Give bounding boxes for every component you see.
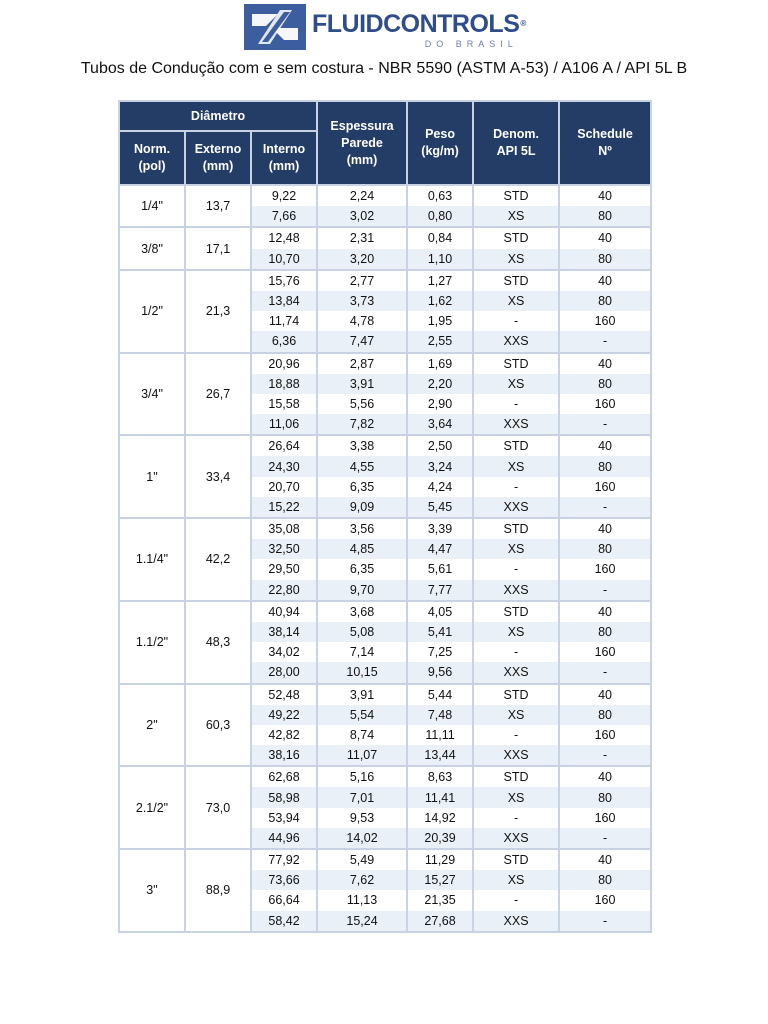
schedule-cell: - [559, 497, 651, 518]
denom-cell: XXS [473, 580, 559, 601]
schedule-cell: 80 [559, 456, 651, 476]
denom-cell: XS [473, 249, 559, 270]
schedule-cell: - [559, 414, 651, 435]
espessura-cell: 3,91 [317, 684, 407, 705]
espessura-cell: 5,54 [317, 705, 407, 725]
espessura-cell: 9,53 [317, 808, 407, 828]
page-title: Tubos de Condução com e sem costura - NBR 5590 (ASTM A-53) / A106 A / API 5L B [80, 60, 688, 77]
espessura-cell: 5,49 [317, 849, 407, 870]
espessura-cell: 14,02 [317, 828, 407, 849]
header-interno: Interno (mm) [251, 131, 317, 185]
norm-cell: 1.1/4" [119, 518, 185, 601]
espessura-cell: 11,07 [317, 745, 407, 766]
espessura-cell: 15,24 [317, 911, 407, 932]
schedule-cell: 40 [559, 435, 651, 456]
schedule-cell: 80 [559, 622, 651, 642]
denom-cell: XXS [473, 745, 559, 766]
externo-cell: 42,2 [185, 518, 251, 601]
schedule-cell: 40 [559, 684, 651, 705]
interno-cell: 26,64 [251, 435, 317, 456]
norm-cell: 1/4" [119, 185, 185, 227]
denom-cell: STD [473, 227, 559, 248]
espessura-cell: 7,47 [317, 331, 407, 352]
peso-cell: 21,35 [407, 890, 473, 910]
schedule-cell: - [559, 580, 651, 601]
schedule-cell: 80 [559, 291, 651, 311]
peso-cell: 1,95 [407, 311, 473, 331]
denom-cell: STD [473, 601, 559, 622]
peso-cell: 11,11 [407, 725, 473, 745]
externo-cell: 60,3 [185, 684, 251, 767]
peso-cell: 7,77 [407, 580, 473, 601]
interno-cell: 77,92 [251, 849, 317, 870]
denom-cell: STD [473, 353, 559, 374]
interno-cell: 11,74 [251, 311, 317, 331]
norm-cell: 1/2" [119, 270, 185, 353]
schedule-cell: - [559, 911, 651, 932]
espessura-cell: 3,56 [317, 518, 407, 539]
norm-cell: 1" [119, 435, 185, 518]
peso-cell: 3,24 [407, 456, 473, 476]
espessura-cell: 6,35 [317, 477, 407, 497]
peso-cell: 1,10 [407, 249, 473, 270]
espessura-cell: 5,08 [317, 622, 407, 642]
interno-cell: 22,80 [251, 580, 317, 601]
schedule-cell: 40 [559, 353, 651, 374]
schedule-cell: 80 [559, 539, 651, 559]
denom-cell: STD [473, 766, 559, 787]
peso-cell: 2,90 [407, 394, 473, 414]
schedule-cell: 160 [559, 477, 651, 497]
pipe-spec-table [118, 100, 652, 933]
interno-cell: 49,22 [251, 705, 317, 725]
peso-cell: 8,63 [407, 766, 473, 787]
denom-cell: - [473, 559, 559, 579]
externo-cell: 21,3 [185, 270, 251, 353]
espessura-cell: 9,70 [317, 580, 407, 601]
schedule-cell: 40 [559, 270, 651, 291]
peso-cell: 2,20 [407, 374, 473, 394]
interno-cell: 13,84 [251, 291, 317, 311]
espessura-cell: 10,15 [317, 662, 407, 683]
denom-cell: XXS [473, 662, 559, 683]
table-row [119, 684, 651, 705]
espessura-cell: 7,01 [317, 787, 407, 807]
table-body [119, 185, 651, 932]
peso-cell: 3,64 [407, 414, 473, 435]
denom-cell: STD [473, 684, 559, 705]
header-schedule: Schedule Nº [559, 101, 651, 185]
interno-cell: 62,68 [251, 766, 317, 787]
schedule-cell: - [559, 662, 651, 683]
denom-cell: STD [473, 185, 559, 206]
norm-cell: 1.1/2" [119, 601, 185, 684]
schedule-cell: - [559, 828, 651, 849]
externo-cell: 26,7 [185, 353, 251, 436]
peso-cell: 1,27 [407, 270, 473, 291]
interno-cell: 15,58 [251, 394, 317, 414]
espessura-cell: 9,09 [317, 497, 407, 518]
header-peso: Peso (kg/m) [407, 101, 473, 185]
espessura-cell: 7,62 [317, 870, 407, 890]
espessura-cell: 2,24 [317, 185, 407, 206]
externo-cell: 73,0 [185, 766, 251, 849]
table-row [119, 227, 651, 248]
norm-cell: 3" [119, 849, 185, 932]
espessura-cell: 7,14 [317, 642, 407, 662]
peso-cell: 11,41 [407, 787, 473, 807]
peso-cell: 1,62 [407, 291, 473, 311]
peso-cell: 0,63 [407, 185, 473, 206]
peso-cell: 20,39 [407, 828, 473, 849]
schedule-cell: 40 [559, 766, 651, 787]
interno-cell: 38,16 [251, 745, 317, 766]
schedule-cell: 80 [559, 206, 651, 227]
denom-cell: XS [473, 456, 559, 476]
schedule-cell: 160 [559, 394, 651, 414]
schedule-cell: 40 [559, 518, 651, 539]
schedule-cell: 80 [559, 374, 651, 394]
interno-cell: 15,76 [251, 270, 317, 291]
peso-cell: 1,69 [407, 353, 473, 374]
espessura-cell: 7,82 [317, 414, 407, 435]
peso-cell: 14,92 [407, 808, 473, 828]
externo-cell: 48,3 [185, 601, 251, 684]
schedule-cell: 40 [559, 601, 651, 622]
table-row [119, 601, 651, 622]
peso-cell: 2,50 [407, 435, 473, 456]
schedule-cell: 160 [559, 559, 651, 579]
table-row [119, 849, 651, 870]
peso-cell: 11,29 [407, 849, 473, 870]
denom-cell: STD [473, 270, 559, 291]
interno-cell: 73,66 [251, 870, 317, 890]
schedule-cell: 40 [559, 227, 651, 248]
denom-cell: STD [473, 435, 559, 456]
interno-cell: 28,00 [251, 662, 317, 683]
espessura-cell: 5,16 [317, 766, 407, 787]
peso-cell: 5,61 [407, 559, 473, 579]
peso-cell: 4,05 [407, 601, 473, 622]
denom-cell: - [473, 311, 559, 331]
interno-cell: 44,96 [251, 828, 317, 849]
peso-cell: 2,55 [407, 331, 473, 352]
peso-cell: 13,44 [407, 745, 473, 766]
header-denom: Denom. API 5L [473, 101, 559, 185]
denom-cell: STD [473, 849, 559, 870]
table-row [119, 518, 651, 539]
peso-cell: 3,39 [407, 518, 473, 539]
denom-cell: XXS [473, 911, 559, 932]
espessura-cell: 3,20 [317, 249, 407, 270]
denom-cell: XS [473, 539, 559, 559]
externo-cell: 13,7 [185, 185, 251, 227]
denom-cell: XS [473, 870, 559, 890]
brand-logo [244, 4, 526, 52]
brand-name: FLUIDCONTROLS [312, 10, 520, 38]
schedule-cell: 80 [559, 249, 651, 270]
norm-cell: 2" [119, 684, 185, 767]
denom-cell: XS [473, 787, 559, 807]
peso-cell: 27,68 [407, 911, 473, 932]
peso-cell: 9,56 [407, 662, 473, 683]
interno-cell: 38,14 [251, 622, 317, 642]
interno-cell: 32,50 [251, 539, 317, 559]
denom-cell: STD [473, 518, 559, 539]
denom-cell: - [473, 725, 559, 745]
espessura-cell: 4,85 [317, 539, 407, 559]
registered-mark: ® [520, 19, 526, 28]
externo-cell: 88,9 [185, 849, 251, 932]
schedule-cell: 160 [559, 725, 651, 745]
peso-cell: 7,48 [407, 705, 473, 725]
schedule-cell: 40 [559, 185, 651, 206]
interno-cell: 35,08 [251, 518, 317, 539]
espessura-cell: 5,56 [317, 394, 407, 414]
header-espessura: Espessura Parede (mm) [317, 101, 407, 185]
denom-cell: XXS [473, 497, 559, 518]
espessura-cell: 8,74 [317, 725, 407, 745]
norm-cell: 2.1/2" [119, 766, 185, 849]
header-externo: Externo (mm) [185, 131, 251, 185]
interno-cell: 24,30 [251, 456, 317, 476]
externo-cell: 33,4 [185, 435, 251, 518]
peso-cell: 0,80 [407, 206, 473, 227]
espessura-cell: 2,31 [317, 227, 407, 248]
espessura-cell: 3,91 [317, 374, 407, 394]
espessura-cell: 11,13 [317, 890, 407, 910]
interno-cell: 58,42 [251, 911, 317, 932]
interno-cell: 6,36 [251, 331, 317, 352]
schedule-cell: 160 [559, 642, 651, 662]
denom-cell: - [473, 642, 559, 662]
interno-cell: 20,70 [251, 477, 317, 497]
denom-cell: - [473, 394, 559, 414]
espessura-cell: 3,73 [317, 291, 407, 311]
peso-cell: 5,45 [407, 497, 473, 518]
denom-cell: XS [473, 705, 559, 725]
table-row [119, 435, 651, 456]
espessura-cell: 2,77 [317, 270, 407, 291]
interno-cell: 66,64 [251, 890, 317, 910]
espessura-cell: 3,38 [317, 435, 407, 456]
espessura-cell: 2,87 [317, 353, 407, 374]
schedule-cell: 160 [559, 808, 651, 828]
interno-cell: 10,70 [251, 249, 317, 270]
schedule-cell: 80 [559, 787, 651, 807]
denom-cell: XXS [473, 828, 559, 849]
denom-cell: XS [473, 291, 559, 311]
table-row [119, 270, 651, 291]
denom-cell: XS [473, 374, 559, 394]
interno-cell: 18,88 [251, 374, 317, 394]
externo-cell: 17,1 [185, 227, 251, 269]
interno-cell: 9,22 [251, 185, 317, 206]
denom-cell: XS [473, 206, 559, 227]
norm-cell: 3/4" [119, 353, 185, 436]
schedule-cell: 80 [559, 705, 651, 725]
denom-cell: - [473, 890, 559, 910]
peso-cell: 7,25 [407, 642, 473, 662]
peso-cell: 4,47 [407, 539, 473, 559]
header-norm: Norm. (pol) [119, 131, 185, 185]
interno-cell: 11,06 [251, 414, 317, 435]
schedule-cell: - [559, 331, 651, 352]
table-row [119, 353, 651, 374]
peso-cell: 5,44 [407, 684, 473, 705]
header-diametro: Diâmetro [119, 101, 317, 131]
denom-cell: XS [473, 622, 559, 642]
peso-cell: 5,41 [407, 622, 473, 642]
interno-cell: 42,82 [251, 725, 317, 745]
interno-cell: 29,50 [251, 559, 317, 579]
schedule-cell: 160 [559, 890, 651, 910]
norm-cell: 3/8" [119, 227, 185, 269]
peso-cell: 0,84 [407, 227, 473, 248]
interno-cell: 34,02 [251, 642, 317, 662]
table-row [119, 185, 651, 206]
interno-cell: 53,94 [251, 808, 317, 828]
interno-cell: 12,48 [251, 227, 317, 248]
espessura-cell: 3,02 [317, 206, 407, 227]
interno-cell: 40,94 [251, 601, 317, 622]
fluid-controls-logo-icon [244, 4, 306, 50]
interno-cell: 20,96 [251, 353, 317, 374]
denom-cell: XXS [473, 331, 559, 352]
interno-cell: 52,48 [251, 684, 317, 705]
interno-cell: 15,22 [251, 497, 317, 518]
schedule-cell: - [559, 745, 651, 766]
denom-cell: XXS [473, 414, 559, 435]
denom-cell: - [473, 477, 559, 497]
espessura-cell: 3,68 [317, 601, 407, 622]
espessura-cell: 4,55 [317, 456, 407, 476]
interno-cell: 58,98 [251, 787, 317, 807]
espessura-cell: 4,78 [317, 311, 407, 331]
interno-cell: 7,66 [251, 206, 317, 227]
table-row [119, 766, 651, 787]
espessura-cell: 6,35 [317, 559, 407, 579]
schedule-cell: 40 [559, 849, 651, 870]
schedule-cell: 160 [559, 311, 651, 331]
peso-cell: 15,27 [407, 870, 473, 890]
schedule-cell: 80 [559, 870, 651, 890]
peso-cell: 4,24 [407, 477, 473, 497]
denom-cell: - [473, 808, 559, 828]
brand-subtitle: DO BRASIL [424, 39, 518, 49]
